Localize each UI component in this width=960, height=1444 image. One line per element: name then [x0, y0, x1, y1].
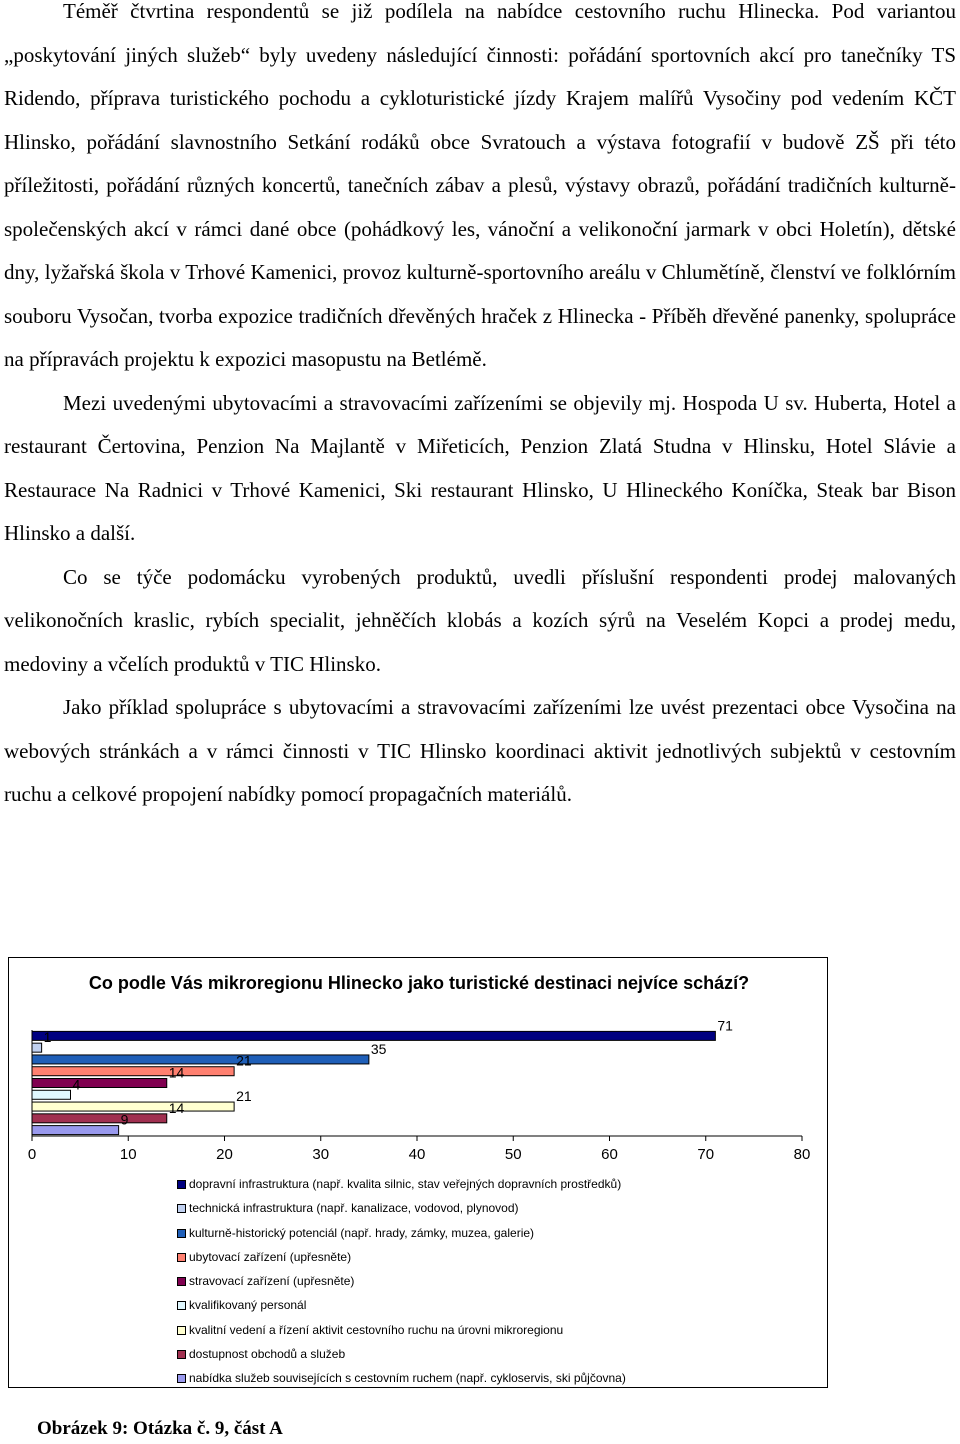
bar-value-label: 14: [168, 1064, 185, 1081]
figure-caption: Obrázek 9: Otázka č. 9, část A: [37, 1418, 283, 1439]
chart-bar: [32, 1079, 167, 1088]
paragraph-3: Co se týče podomácku vyrobených produktů, uvedli příslušní respondenti prodej malovaných velikonočních kraslic, rybích specialit, jehněčích klobás a kozích sýrů na Veselém Kopci a prodej medu, medoviny a včelích produktů v TIC Hlinsko.: [4, 564, 956, 676]
chart-legend: [177, 1172, 817, 1391]
bar-value-label: 4: [72, 1076, 81, 1093]
x-tick-label: 30: [312, 1146, 330, 1163]
body-text: [4, 0, 956, 817]
x-tick-label: 40: [408, 1146, 426, 1163]
bar-chart: [9, 958, 827, 1168]
chart-bar: [32, 1126, 119, 1135]
bar-value-label: 1: [43, 1029, 52, 1046]
legend-label: technická infrastruktura (např. kanalizace, vodovod, plynovod): [189, 1201, 519, 1216]
legend-item: [177, 1196, 817, 1220]
paragraph-4: Jako příklad spolupráce s ubytovacími a stravovacími zařízeními lze uvést prezentaci obce Vysočina na webových stránkách a v rámci činnosti v TIC Hlinsko koordinaci aktivit jednotlivých subjektů v cestovním ruchu a celkové propojení nabídky pomocí propagačních materiálů.: [4, 695, 956, 806]
chart-bar: [32, 1067, 234, 1076]
legend-swatch: [177, 1277, 186, 1286]
legend-swatch: [177, 1204, 186, 1213]
paragraph-2: Mezi uvedenými ubytovacími a stravovacími zařízeními se objevily mj. Hospoda U sv. Huberta, Hotel a restaurant Čertovina, Penzion Na Majlantě v Miřeticích, Penzion Zlatá Studna v Hlinsku, Hotel Slávie a Restaurace Na Radnici v Trhové Kamenici, Ski restaurant Hlinsko, U Hlineckého Koníčka, Steak bar Bison Hlinsko a další.: [4, 390, 956, 545]
bar-value-label: 35: [370, 1040, 387, 1057]
legend-label: dostupnost obchodů a služeb: [189, 1347, 346, 1362]
legend-item: [177, 1269, 817, 1293]
legend-label: nabídka služeb souvisejících s cestovním ruchem (např. cykloservis, ski půjčovna): [189, 1371, 626, 1386]
bar-value-label: 21: [236, 1052, 252, 1069]
chart-bar: [32, 1043, 42, 1052]
legend-swatch: [177, 1301, 186, 1310]
legend-swatch: [177, 1350, 186, 1359]
x-tick-label: 60: [601, 1146, 618, 1163]
legend-item: [177, 1245, 817, 1269]
chart-frame: [8, 957, 828, 1388]
chart-bar: [32, 1055, 369, 1064]
legend-swatch: [177, 1180, 186, 1189]
chart-title: Co podle Vás mikroregionu Hlinecko jako turistické destinaci nejvíce schází?: [88, 973, 750, 993]
legend-item: [177, 1366, 817, 1390]
legend-swatch: [177, 1253, 186, 1262]
legend-item: [177, 1318, 817, 1342]
legend-swatch: [177, 1374, 186, 1383]
chart-bar: [32, 1114, 167, 1123]
bar-value-label: 21: [236, 1088, 252, 1105]
legend-item: [177, 1293, 817, 1317]
legend-label: kvalifikovaný personál: [189, 1298, 307, 1313]
chart-bar: [32, 1090, 71, 1099]
legend-label: dopravní infrastruktura (např. kvalita silnic, stav veřejných dopravních prostředků): [189, 1177, 622, 1191]
legend-item: [177, 1172, 817, 1196]
legend-label: ubytovací zařízení (upřesněte): [189, 1249, 352, 1264]
legend-item: [177, 1221, 817, 1245]
paragraph-1: Téměř čtvrtina respondentů se již podílela na nabídce cestovního ruchu Hlinecka. Pod variantou „poskytování jiných služeb“ byly uvedeny následující činnosti: pořádání sportovních akcí pro tanečníky TS Ridendo, příprava turistického pochodu a cykloturistické jízdy Krajem malířů Vysočiny pod vedením KČT Hlinsko, pořádání slavnostního Setkání rodáků obce Svratouch a výstava fotografií v budově ZŠ při této příležitosti, pořádání různých koncertů, tanečních zábav a plesů, výstavy obrazů, pořádání tradičních kulturně-společenských akcí v rámci dané obce (pohádkový les, vánoční a velikonoční jarmark v obci Holetín), dětské dny, lyžařská škola v Trhové Kamenici, provoz kulturně-sportovního areálu v Chlumětíně, členství ve folklórním souboru Vysočan, tvorba expozice tradičních dřevěných hraček z Hlinecka - Příběh dřevěné panenky, spolupráce na přípravách projektu k expozici masopustu na Betlémě.: [4, 0, 956, 371]
x-tick-label: 70: [697, 1146, 715, 1163]
x-tick-label: 80: [793, 1146, 811, 1163]
chart-bar: [32, 1031, 715, 1040]
chart-bar: [32, 1102, 234, 1111]
legend-label: kvalitní vedení a řízení aktivit cestovního ruchu na úrovni mikroregionu: [189, 1322, 564, 1337]
legend-item: [177, 1342, 817, 1366]
legend-label: stravovací zařízení (upřesněte): [189, 1274, 355, 1289]
x-tick-label: 50: [504, 1146, 522, 1163]
x-tick-label: 20: [216, 1146, 233, 1163]
legend-swatch: [177, 1326, 186, 1335]
bar-value-label: 9: [120, 1111, 129, 1128]
bar-value-label: 71: [717, 1017, 733, 1034]
bar-value-label: 14: [168, 1099, 185, 1116]
legend-label: kulturně-historický potenciál (např. hrady, zámky, muzea, galerie): [189, 1225, 535, 1240]
x-tick-label: 0: [27, 1146, 37, 1163]
x-tick-label: 10: [119, 1146, 137, 1163]
legend-swatch: [177, 1229, 186, 1238]
